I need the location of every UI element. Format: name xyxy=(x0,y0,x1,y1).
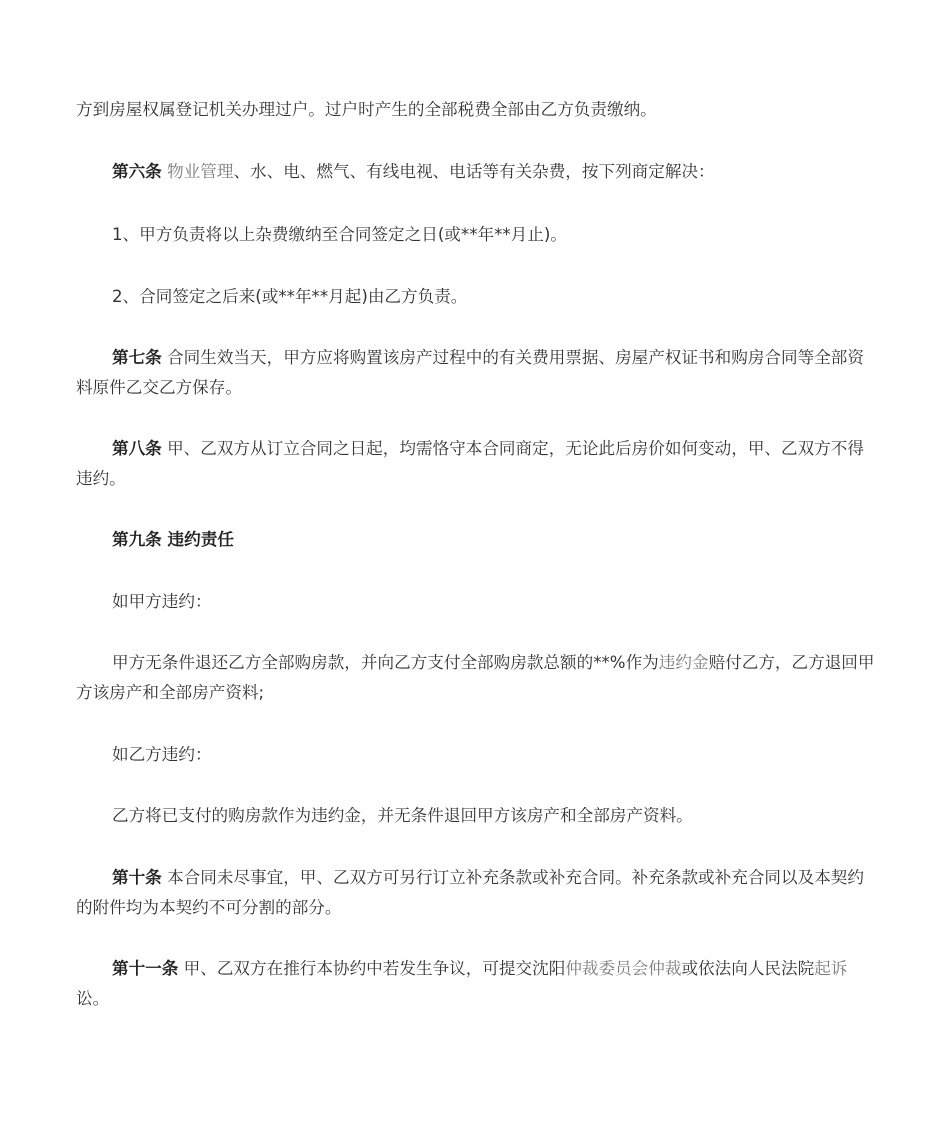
paragraph-text: 赔付乙方，乙方退回甲方该房产和全部房产资料; xyxy=(76,653,875,702)
paragraph-text: 如乙方违约： xyxy=(112,745,212,764)
paragraph-text: 如甲方违约： xyxy=(112,592,212,611)
article-6-item-1 xyxy=(76,220,876,250)
paragraph-text: 合同生效当天，甲方应将购置该房产过程中的有关费用票据、房屋产权证书和购房合同等全部资料原件乙交乙方保存。 xyxy=(76,348,864,397)
party-a-breach-clause xyxy=(76,648,876,708)
paragraph-transfer-tail xyxy=(76,95,876,125)
property-management-link[interactable]: 物业管理 xyxy=(167,162,234,181)
paragraph-text: 乙方将已支付的购房款作为违约金，并无条件退回甲方该房产和全部房产资料。 xyxy=(112,806,693,825)
article-heading: 第九条 违约责任 xyxy=(112,530,234,549)
article-7 xyxy=(76,343,876,403)
paragraph-text: 讼。 xyxy=(76,989,110,1008)
paragraph-text: 、水、电、燃气、有线电视、电话等有关杂费，按下列商定解决： xyxy=(233,162,715,181)
arbitration-committee-link[interactable]: 仲裁委员会仲裁 xyxy=(565,959,682,978)
article-8 xyxy=(76,434,876,494)
article-heading: 第八条 xyxy=(112,439,162,458)
article-heading: 第十条 xyxy=(112,868,162,887)
article-heading: 第七条 xyxy=(112,348,162,367)
article-11 xyxy=(76,954,876,1014)
paragraph-text: 甲、乙双方从订立合同之日起，均需恪守本合同商定，无论此后房价如何变动，甲、乙双方不得违约。 xyxy=(76,439,864,488)
party-b-breach-clause xyxy=(76,801,876,831)
paragraph-text: 1、甲方负责将以上杂费缴纳至合同签定之日(或**年**月止)。 xyxy=(112,225,567,244)
article-heading: 第六条 xyxy=(112,162,162,181)
paragraph-text: 2、合同签定之后来(或**年**月起)由乙方负责。 xyxy=(112,287,468,306)
article-9-heading xyxy=(76,525,876,555)
article-10 xyxy=(76,863,876,923)
paragraph-text: 甲、乙双方在推行本协约中若发生争议，可提交沈阳 xyxy=(183,959,566,978)
article-6 xyxy=(76,157,876,187)
article-6-item-2 xyxy=(76,282,876,312)
article-heading: 第十一条 xyxy=(112,959,179,978)
lawsuit-link[interactable]: 起诉 xyxy=(814,959,848,978)
party-b-breach-label xyxy=(76,740,876,770)
party-a-breach-label xyxy=(76,587,876,617)
paragraph-text: 本合同未尽事宜，甲、乙双方可另行订立补充条款或补充合同。补充条款或补充合同以及本契约的附件均为本契约不可分割的部分。 xyxy=(76,868,864,917)
paragraph-text: 甲方无条件退还乙方全部购房款，并向乙方支付全部购房款总额的**%作为 xyxy=(112,653,659,672)
paragraph-text: 或依法向人民法院 xyxy=(681,959,815,978)
liquidated-damages-link[interactable]: 违约金 xyxy=(658,653,709,672)
paragraph-text: 方到房屋权属登记机关办理过户。过户时产生的全部税费全部由乙方负责缴纳。 xyxy=(76,100,657,119)
